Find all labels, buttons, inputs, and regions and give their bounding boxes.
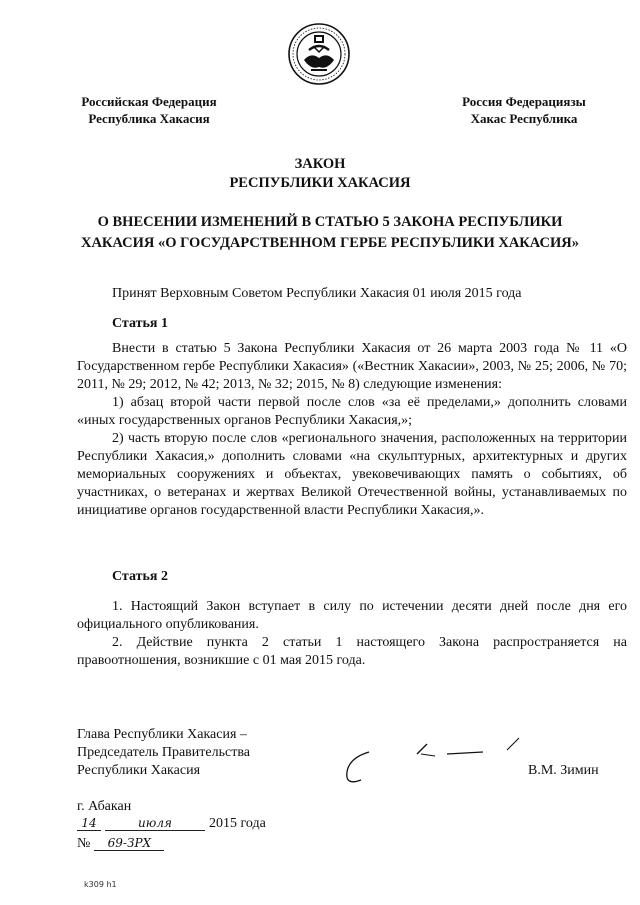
article-2-item-2: 2. Действие пункта 2 статьи 1 настоящего Закона распространяется на правоотношения, возникшие с 01 мая 2015 года. — [77, 635, 627, 668]
article-2-title: Статья 2 — [112, 569, 168, 584]
article-1-body — [77, 340, 627, 520]
article-1-title: Статья 1 — [112, 316, 168, 331]
date-month: июля — [105, 816, 205, 831]
date-line — [77, 816, 297, 836]
header-right — [445, 93, 603, 127]
article-2-body — [77, 598, 627, 670]
law-title: ЗАКОН — [294, 156, 346, 172]
handwritten-signature — [335, 730, 525, 792]
date-year: 2015 года — [209, 816, 266, 831]
adoption-note: Принят Верховным Советом Республики Хакасия 01 июля 2015 года — [112, 286, 522, 301]
signatory-position — [77, 726, 297, 780]
article-1-intro: Внести в статью 5 Закона Республики Хакасия от 26 марта 2003 года № 11 «О Государственном гербе Республики Хакасия» («Вестник Хакасии», 2003, № 25; 2006, № 70; 2011, № 29; 2012, № 42; 2013, № 32; 2015, № 8) следующие изменения: — [77, 341, 627, 392]
law-subject: О ВНЕСЕНИИ ИЗМЕНЕНИЙ В СТАТЬЮ 5 ЗАКОНА РЕСПУБЛИКИ ХАКАСИЯ «О ГОСУДАРСТВЕННОМ ГЕРБЕ РЕСПУБЛИКИ ХАКАСИЯ» — [80, 214, 580, 251]
date-day: 14 — [77, 816, 101, 831]
signatory-position-line2: Председатель Правительства — [77, 745, 250, 760]
header-left-line1: Российская Федерация — [81, 94, 217, 109]
article-2-item-1: 1. Настоящий Закон вступает в силу по истечении десяти дней после дня его официального опубликования. — [77, 599, 627, 632]
coat-of-arms-icon — [287, 22, 351, 86]
law-number-line — [77, 836, 164, 852]
signatory-position-line1: Глава Республики Хакасия – — [77, 727, 247, 742]
header-right-line1: Россия Федерациязы — [462, 94, 586, 109]
footer-code: k309 h1 — [84, 880, 117, 889]
header-right-line2: Хакас Республика — [470, 111, 578, 126]
number-prefix: № — [77, 836, 91, 851]
header-left — [64, 93, 234, 127]
header-left-line2: Республика Хакасия — [88, 111, 210, 126]
law-number: 69-ЗРХ — [94, 836, 164, 851]
article-1-item-1: 1) абзац второй части первой после слов «за её пределами,» дополнить словами «иных государственных органов Республики Хакасия,»; — [77, 395, 627, 428]
article-1-item-2: 2) часть вторую после слов «регионального значения, расположенных на территории Республики Хакасия,» дополнить словами «на скульптурных, архитектурных и других мемориальных сооружениях и объектах, увековечивающих память о событиях, об участниках, о ветеранах и жертвах Великой Отечественной войны, устанавливаемых по инициативе органов государственной власти Республики Хакасия,». — [77, 431, 627, 518]
signatory-position-line3: Республики Хакасия — [77, 763, 201, 778]
city: г. Абакан — [77, 799, 132, 814]
signatory-name: В.М. Зимин — [528, 763, 599, 778]
law-title-republic: РЕСПУБЛИКИ ХАКАСИЯ — [229, 175, 411, 191]
